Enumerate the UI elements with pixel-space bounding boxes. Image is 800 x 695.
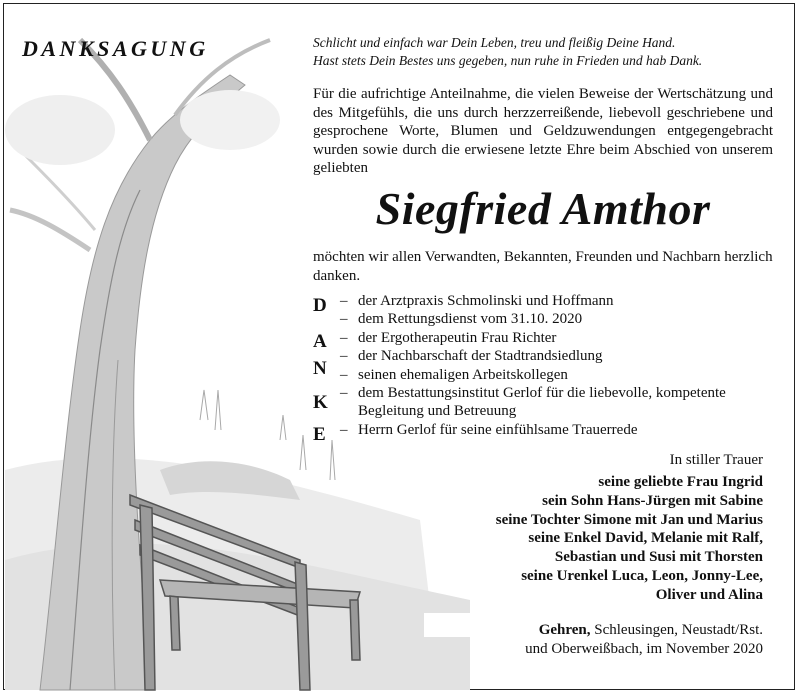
- danke-letter: A: [313, 331, 327, 352]
- mourner-line: Sebastian und Susi mit Thorsten: [554, 549, 763, 566]
- danke-letter: N: [313, 358, 327, 379]
- thanks-item: – der Arztpraxis Schmolinski und Hoffmann: [340, 293, 614, 309]
- mourning-label: In stiller Trauer: [669, 452, 763, 468]
- thanks-item: – der Ergotherapeutin Frau Richter: [340, 330, 557, 346]
- mourner-line: seine Urenkel Luca, Leon, Jonny-Lee,: [521, 567, 763, 584]
- mourner-line: sein Sohn Hans-Jürgen mit Sabine: [542, 492, 763, 509]
- danke-letter: E: [313, 424, 326, 445]
- mourners-list: [496, 473, 763, 605]
- thanks-item: – seinen ehemaligen Arbeitskollegen: [340, 367, 568, 383]
- thanks-item: – dem Bestattungsinstitut Gerlof für die liebevolle, kompetente: [340, 385, 726, 401]
- motto-line: Schlicht und einfach war Dein Leben, treu und fleißig Deine Hand.: [313, 35, 676, 50]
- thanks-item: – dem Rettungsdienst vom 31.10. 2020: [340, 311, 583, 327]
- deceased-name: Siegfried Amthor: [375, 183, 711, 234]
- motto-line: Hast stets Dein Bestes uns gegeben, nun ruhe in Frieden und hab Dank.: [313, 53, 703, 68]
- thanks-item: – Herrn Gerlof für seine einfühlsame Trauerrede: [340, 422, 638, 438]
- mourner-line: seine geliebte Frau Ingrid: [598, 474, 763, 490]
- thanks-item-continuation: Begleitung und Betreuung: [358, 403, 517, 419]
- mourner-line: seine Tochter Simone mit Jan und Marius: [495, 511, 763, 528]
- danke-letter: D: [313, 295, 327, 316]
- place-line: [525, 621, 763, 640]
- place-date: [525, 621, 763, 659]
- intro-text: Für die aufrichtige Anteilnahme, die vielen Beweise der Wertschätzung und des Mitgefühls, die uns durch herzzerreißende, liebevoll geschriebene und gesprochene Worte, Blumen und Geldzuwendungen entgegengebracht wurden sowie durch die erwiesene letzte Ehre beim Abschied von unserem geliebten: [313, 86, 773, 176]
- thanks-item: – der Nachbarschaft der Stadtrandsiedlung: [340, 348, 603, 364]
- place-rest: Schleusingen, Neustadt/Rst.: [590, 622, 763, 638]
- place-bold: Gehren,: [538, 622, 591, 638]
- motto: [313, 34, 702, 70]
- blank-patch: [424, 613, 504, 637]
- place-line-2: und Oberweißbach, im November 2020: [525, 641, 763, 657]
- mourner-line: Oliver und Alina: [655, 586, 763, 603]
- thanks-text: möchten wir allen Verwandten, Bekannten, Freunden und Nachbarn herzlich danken.: [313, 249, 773, 284]
- heading: DANKSAGUNG: [22, 36, 209, 61]
- mourner-line: seine Enkel David, Melanie mit Ralf,: [528, 530, 763, 547]
- danke-letter: K: [313, 392, 328, 413]
